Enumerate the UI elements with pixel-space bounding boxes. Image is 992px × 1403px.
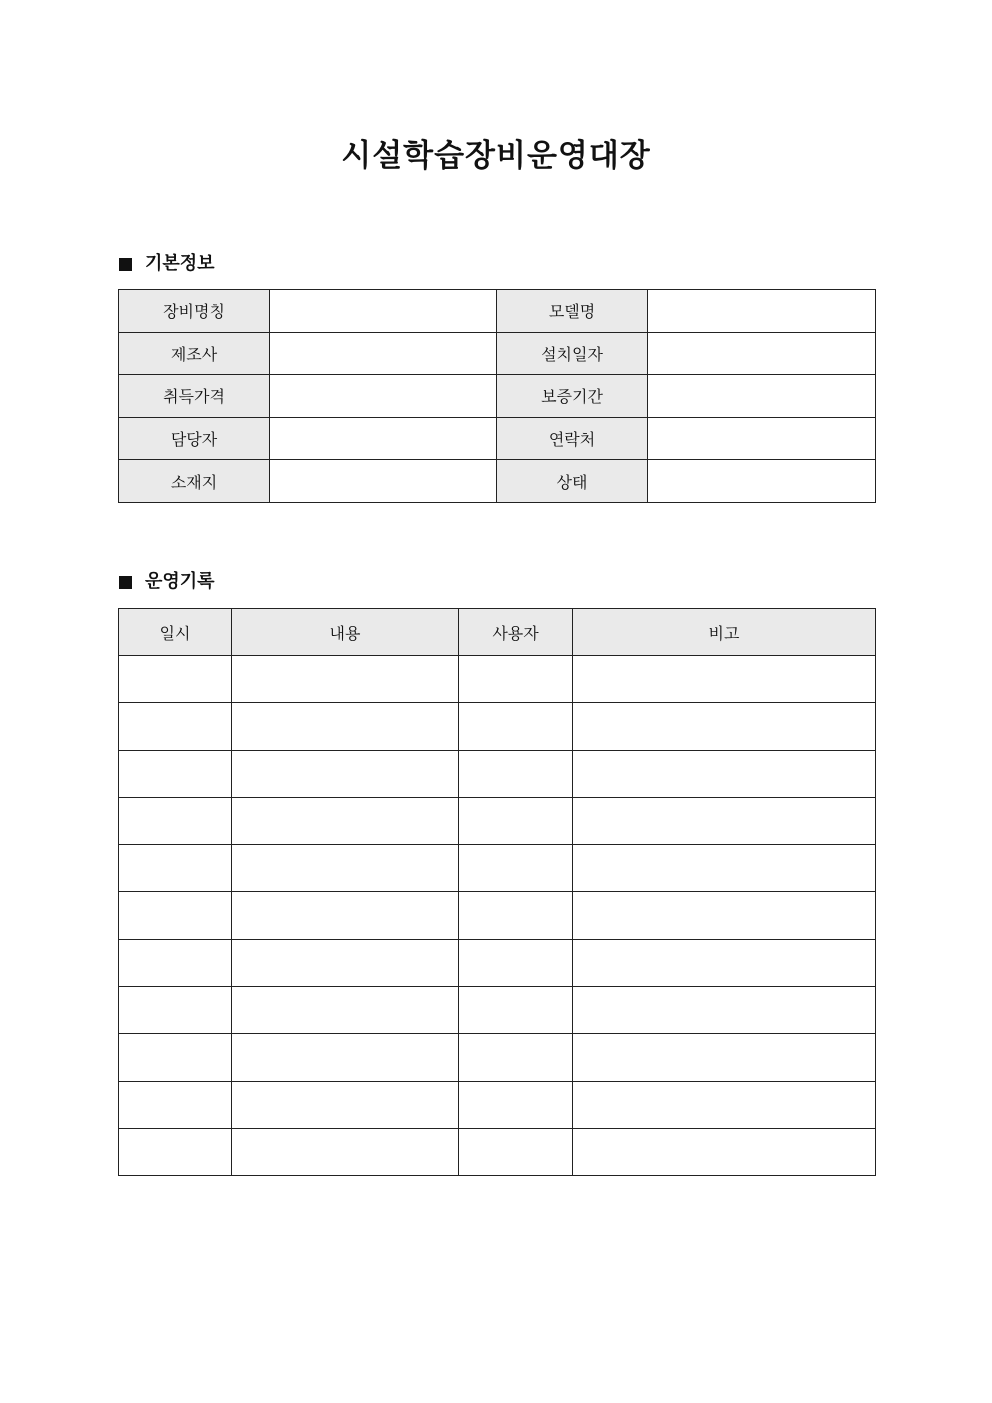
log-cell[interactable] xyxy=(459,656,573,703)
table-row xyxy=(119,845,876,892)
log-cell[interactable] xyxy=(459,750,573,797)
log-cell[interactable] xyxy=(573,750,876,797)
field-label: 연락처 xyxy=(497,417,648,460)
field-value[interactable] xyxy=(270,460,497,503)
table-row xyxy=(119,1081,876,1128)
section-heading-label: 기본정보 xyxy=(145,253,215,274)
log-cell[interactable] xyxy=(459,987,573,1034)
log-cell[interactable] xyxy=(119,1081,232,1128)
field-value[interactable] xyxy=(648,460,876,503)
log-cell[interactable] xyxy=(573,797,876,844)
log-cell[interactable] xyxy=(119,1034,232,1081)
field-label: 담당자 xyxy=(119,417,270,460)
log-cell[interactable] xyxy=(119,750,232,797)
table-row xyxy=(119,750,876,797)
table-row xyxy=(119,290,876,333)
field-value[interactable] xyxy=(270,375,497,418)
field-value[interactable] xyxy=(648,417,876,460)
table-header-row xyxy=(119,609,876,656)
section-heading-basic-info xyxy=(119,252,215,276)
log-cell[interactable] xyxy=(459,797,573,844)
log-cell[interactable] xyxy=(232,703,459,750)
field-label: 보증기간 xyxy=(497,375,648,418)
field-label: 장비명칭 xyxy=(119,290,270,333)
log-cell[interactable] xyxy=(232,987,459,1034)
log-cell[interactable] xyxy=(119,656,232,703)
log-cell[interactable] xyxy=(232,1081,459,1128)
table-row xyxy=(119,460,876,503)
log-cell[interactable] xyxy=(119,939,232,986)
square-bullet-icon xyxy=(119,258,132,271)
log-cell[interactable] xyxy=(232,845,459,892)
log-cell[interactable] xyxy=(232,750,459,797)
field-value[interactable] xyxy=(270,332,497,375)
log-cell[interactable] xyxy=(573,987,876,1034)
log-cell[interactable] xyxy=(119,845,232,892)
log-cell[interactable] xyxy=(573,939,876,986)
log-cell[interactable] xyxy=(459,1128,573,1175)
field-value[interactable] xyxy=(648,290,876,333)
page-title: 시설학습장비운영대장 xyxy=(341,138,651,174)
log-cell[interactable] xyxy=(573,1081,876,1128)
log-cell[interactable] xyxy=(573,703,876,750)
log-cell[interactable] xyxy=(573,656,876,703)
table-row xyxy=(119,703,876,750)
log-cell[interactable] xyxy=(232,1034,459,1081)
log-cell[interactable] xyxy=(573,892,876,939)
operation-log-table xyxy=(118,608,876,1176)
log-cell[interactable] xyxy=(573,845,876,892)
log-cell[interactable] xyxy=(119,703,232,750)
table-row xyxy=(119,332,876,375)
table-row xyxy=(119,892,876,939)
column-header: 사용자 xyxy=(459,609,573,656)
table-row xyxy=(119,797,876,844)
field-label: 취득가격 xyxy=(119,375,270,418)
log-cell[interactable] xyxy=(232,939,459,986)
log-cell[interactable] xyxy=(573,1128,876,1175)
log-cell[interactable] xyxy=(459,1081,573,1128)
log-cell[interactable] xyxy=(232,892,459,939)
log-cell[interactable] xyxy=(459,845,573,892)
field-label: 제조사 xyxy=(119,332,270,375)
log-cell[interactable] xyxy=(459,939,573,986)
table-row xyxy=(119,375,876,418)
section-heading-label: 운영기록 xyxy=(145,571,215,592)
table-row xyxy=(119,987,876,1034)
table-row xyxy=(119,1128,876,1175)
log-cell[interactable] xyxy=(459,703,573,750)
log-cell[interactable] xyxy=(232,797,459,844)
table-row xyxy=(119,656,876,703)
table-row xyxy=(119,1034,876,1081)
log-cell[interactable] xyxy=(232,656,459,703)
table-row xyxy=(119,417,876,460)
column-header: 일시 xyxy=(119,609,232,656)
column-header: 내용 xyxy=(232,609,459,656)
log-cell[interactable] xyxy=(573,1034,876,1081)
field-value[interactable] xyxy=(270,290,497,333)
field-label: 모델명 xyxy=(497,290,648,333)
field-value[interactable] xyxy=(270,417,497,460)
log-cell[interactable] xyxy=(459,892,573,939)
field-value[interactable] xyxy=(648,332,876,375)
log-cell[interactable] xyxy=(119,797,232,844)
table-row xyxy=(119,939,876,986)
column-header: 비고 xyxy=(573,609,876,656)
log-cell[interactable] xyxy=(232,1128,459,1175)
field-label: 소재지 xyxy=(119,460,270,503)
log-cell[interactable] xyxy=(119,1128,232,1175)
square-bullet-icon xyxy=(119,576,132,589)
field-label: 상태 xyxy=(497,460,648,503)
log-cell[interactable] xyxy=(459,1034,573,1081)
log-cell[interactable] xyxy=(119,987,232,1034)
field-value[interactable] xyxy=(648,375,876,418)
basic-info-table xyxy=(118,289,876,503)
field-label: 설치일자 xyxy=(497,332,648,375)
section-heading-operation-log xyxy=(119,570,215,594)
log-cell[interactable] xyxy=(119,892,232,939)
